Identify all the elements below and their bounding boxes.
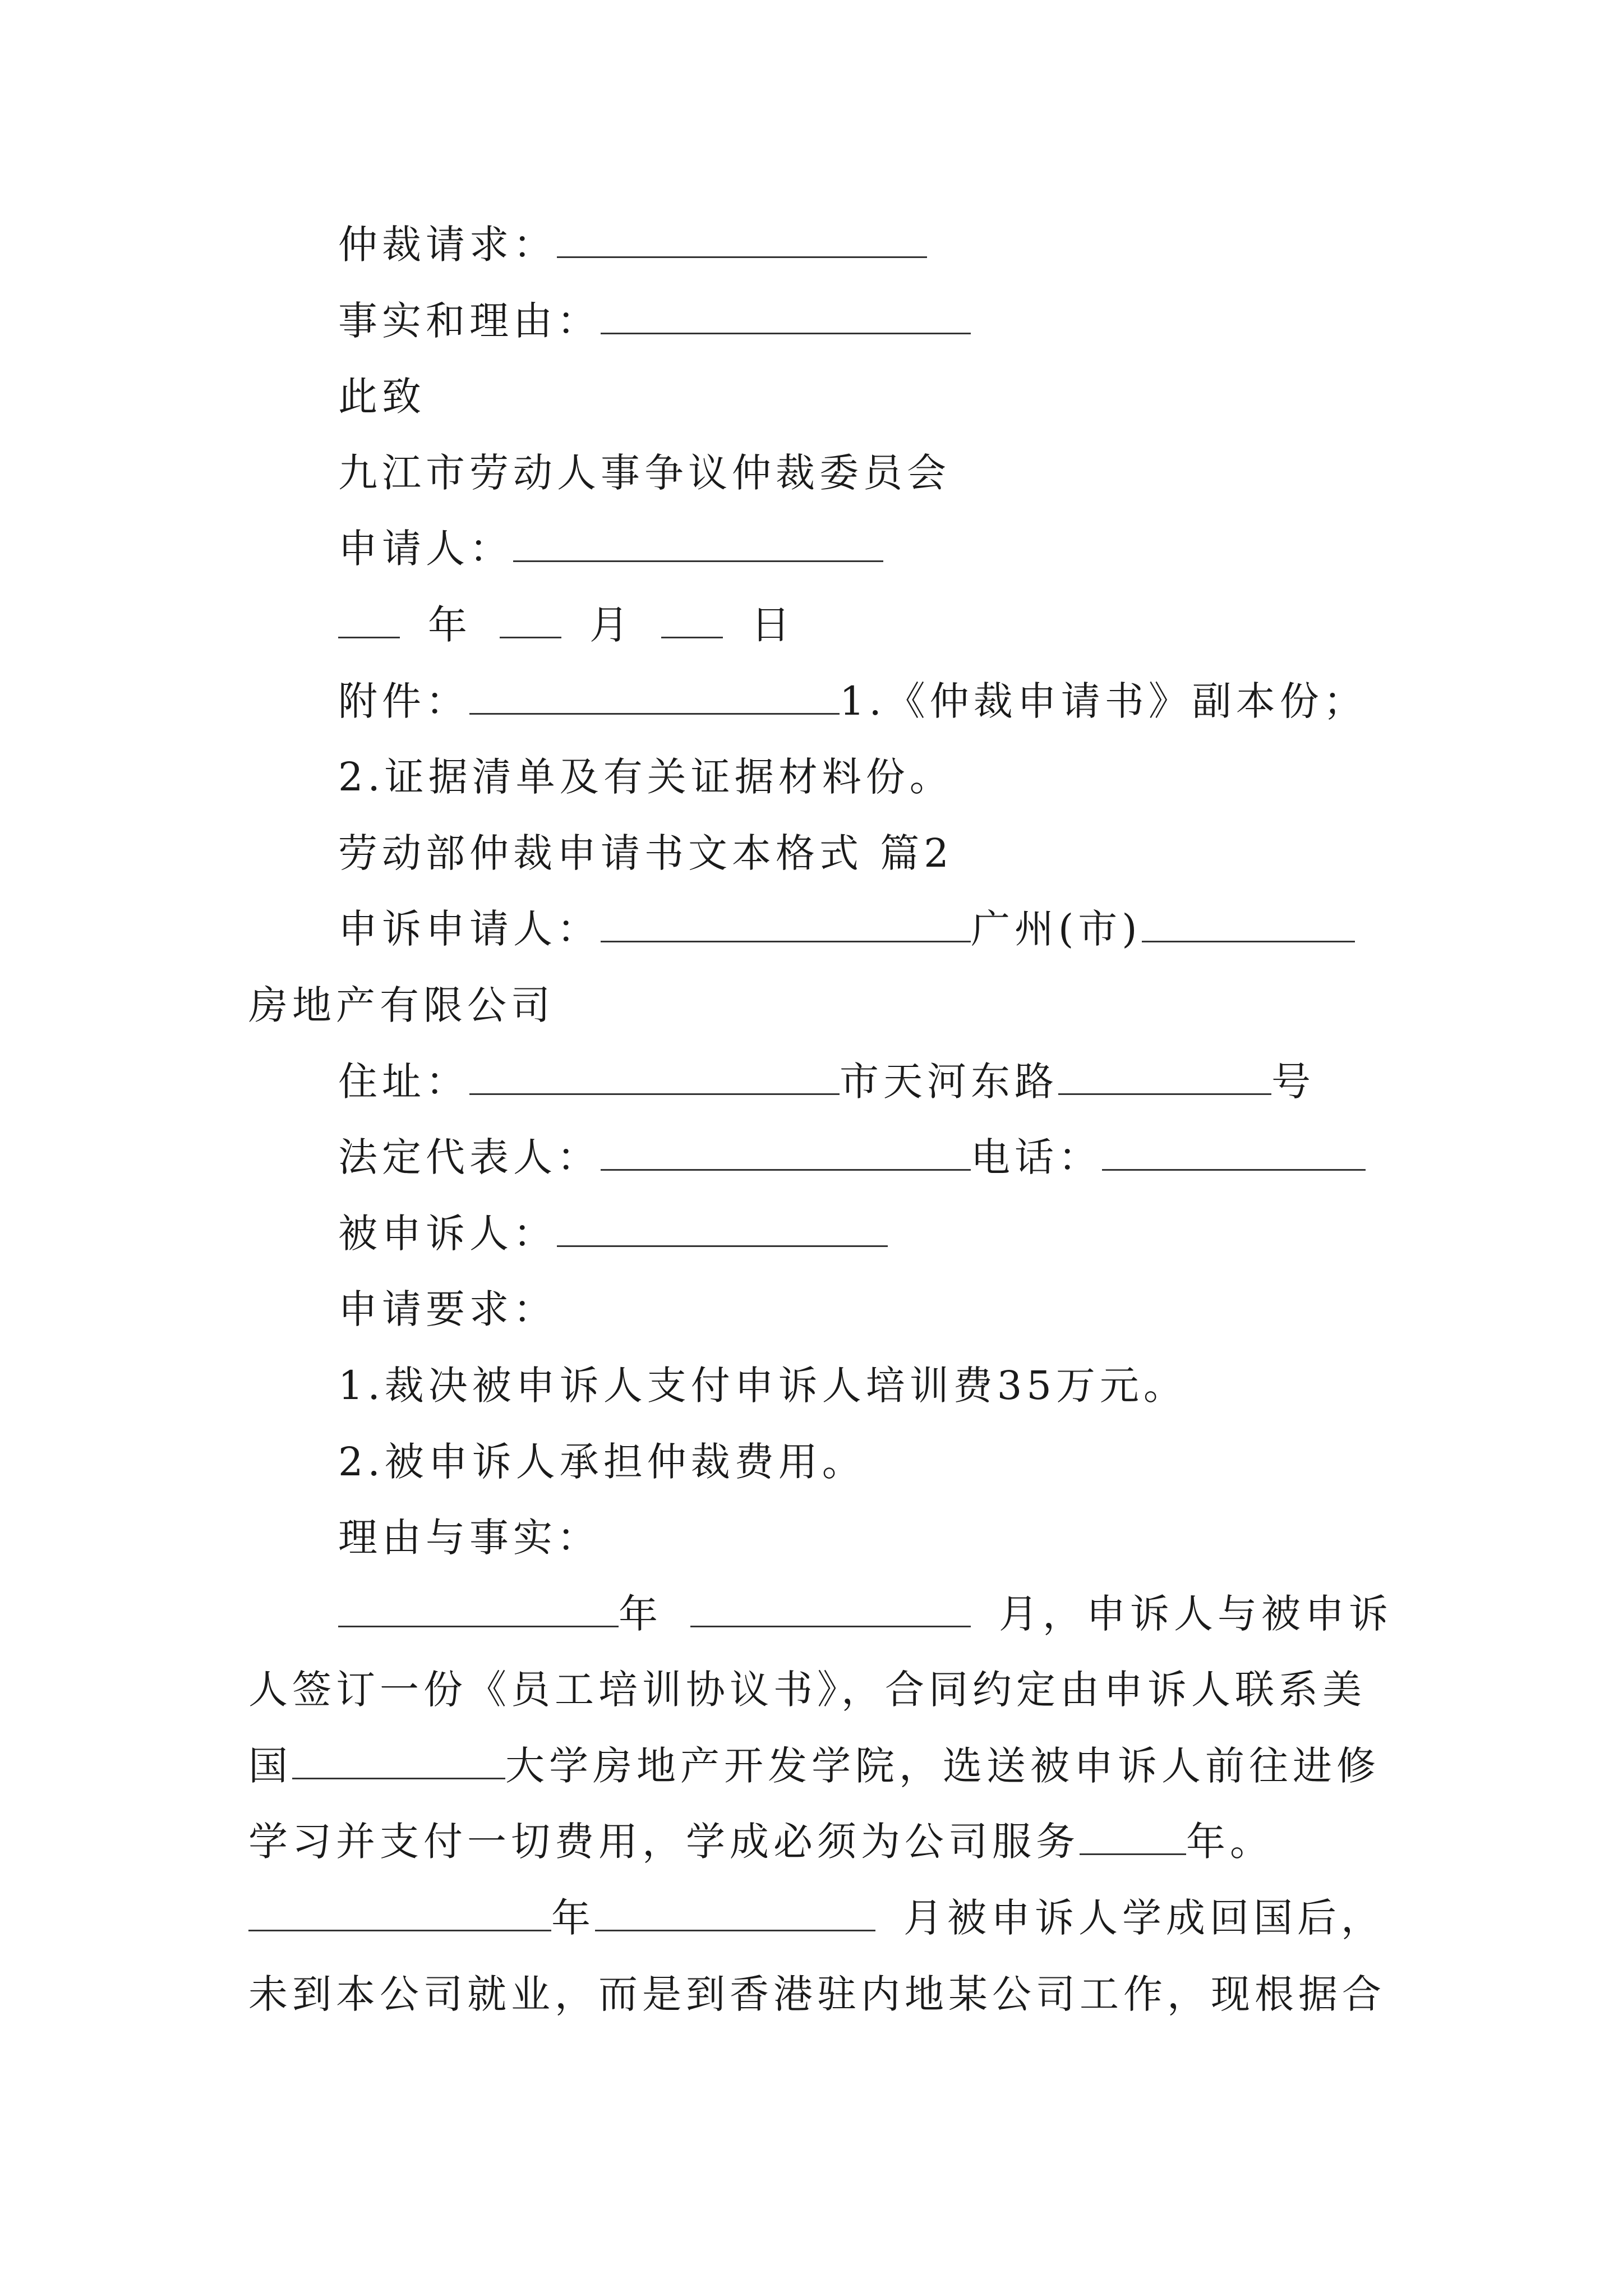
blank-field <box>661 602 723 638</box>
body-line-1: 年 月，申诉人与被申诉 <box>248 1589 1375 1639</box>
date-line: 年 月 日 <box>248 600 1375 650</box>
blank-field <box>1102 1134 1366 1171</box>
applicant-line: 申请人： <box>248 524 1375 573</box>
arbitration-claim-line: 仲裁请求： <box>248 220 1375 269</box>
blank-field <box>601 298 971 334</box>
respondent-line: 被申诉人： <box>248 1209 1375 1258</box>
facts-reasons-line: 事实和理由： <box>248 296 1375 346</box>
blank-field <box>248 1895 551 1931</box>
blank-field <box>292 1743 505 1779</box>
blank-field <box>601 1134 971 1171</box>
request-item-2: 2.被申诉人承担仲裁费用。 <box>338 1439 866 1485</box>
blank-field <box>469 1059 840 1095</box>
blank-field <box>338 1591 619 1627</box>
legal-rep-line: 法定代表人： 电话： <box>248 1133 1375 1182</box>
blank-field <box>338 602 400 638</box>
body-line-5: 年 月被申诉人学成回国后， <box>248 1893 1375 1943</box>
blank-field <box>500 602 561 638</box>
attachment-line: 附件： 1.《仲裁申请书》副本份； <box>338 678 1367 724</box>
blank-field <box>557 222 927 258</box>
evidence-list-line: 2.证据清单及有关证据材料份。 <box>338 754 953 800</box>
blank-field <box>469 678 840 715</box>
request-item-1: 1.裁决被申诉人支付申诉人培训费35万元。 <box>338 1363 1187 1409</box>
section-heading: 劳动部仲裁申请书文本格式 篇2 <box>338 830 953 876</box>
body-line-3: 国 大学房地产开发学院，选送被申诉人前往进修 <box>248 1743 1380 1789</box>
blank-field <box>690 1591 971 1627</box>
salutation-line: 此致 <box>338 374 426 420</box>
blank-field <box>1142 906 1355 942</box>
body-line-4: 学习并支付一切费用，学成必须为公司服务 年。 <box>248 1819 1274 1865</box>
blank-field <box>1058 1059 1271 1095</box>
blank-field <box>595 1895 875 1931</box>
body-line-2: 人签订一份《员工培训协议书》，合同约定由申诉人联系美 <box>248 1667 1366 1713</box>
blank-field <box>513 526 883 562</box>
requests-heading: 申请要求： <box>338 1286 557 1332</box>
recipient-line: 九江市劳动人事争议仲裁委员会 <box>338 450 951 496</box>
body-line-6: 未到本公司就业，而是到香港驻内地某公司工作，现根据合 <box>248 1971 1386 2017</box>
reasons-heading: 理由与事实： <box>338 1515 601 1561</box>
blank-field <box>557 1211 888 1247</box>
blank-field <box>601 906 971 942</box>
address-line: 住址： 市天河东路 号 <box>338 1059 1315 1105</box>
company-name-line: 房地产有限公司 <box>248 982 555 1028</box>
complainant-line: 申诉申请人： 广州(市) <box>248 904 1375 954</box>
blank-field <box>1080 1819 1186 1855</box>
